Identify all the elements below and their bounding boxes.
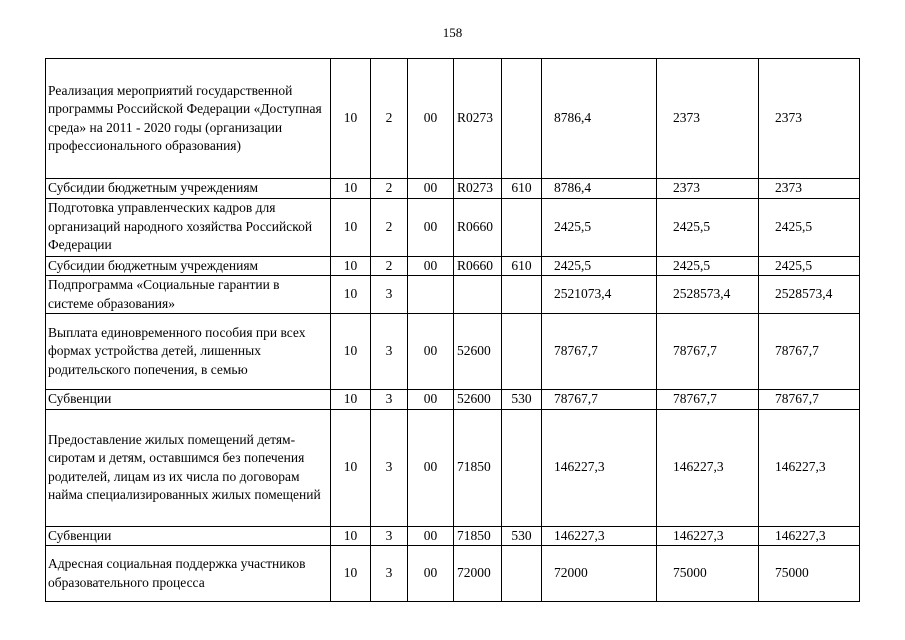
row-code-part1 [408, 276, 454, 314]
row-name: Субвенции [46, 390, 331, 410]
row-name: Выплата единовременного пособия при всех формах устройства детей, лишенных родительского попечения, в семью [46, 314, 331, 390]
row-amount-1: 146227,3 [542, 409, 657, 526]
row-section: 10 [331, 198, 371, 256]
row-amount-3: 2425,5 [759, 256, 860, 276]
row-section: 10 [331, 546, 371, 602]
row-name: Субсидии бюджетным учреждениям [46, 256, 331, 276]
row-expense-type [502, 276, 542, 314]
row-amount-2: 78767,7 [657, 390, 759, 410]
row-code-part2 [454, 276, 502, 314]
row-amount-3: 78767,7 [759, 390, 860, 410]
row-amount-3: 2528573,4 [759, 276, 860, 314]
row-name: Субсидии бюджетным учреждениям [46, 179, 331, 199]
row-code-part1: 00 [408, 179, 454, 199]
row-section: 10 [331, 314, 371, 390]
row-code-part2: 71850 [454, 409, 502, 526]
row-expense-type [502, 546, 542, 602]
table-row [46, 526, 860, 546]
row-expense-type [502, 409, 542, 526]
row-section: 10 [331, 526, 371, 546]
row-code-part2: 71850 [454, 526, 502, 546]
row-amount-3: 2373 [759, 179, 860, 199]
row-code-part2: 72000 [454, 546, 502, 602]
row-code-part2: 52600 [454, 390, 502, 410]
row-subsection: 2 [371, 198, 408, 256]
row-amount-3: 78767,7 [759, 314, 860, 390]
row-amount-3: 146227,3 [759, 409, 860, 526]
row-amount-1: 2521073,4 [542, 276, 657, 314]
row-code-part1: 00 [408, 256, 454, 276]
row-amount-3: 2373 [759, 59, 860, 179]
row-name: Предоставление жилых помещений детям-сиротам и детям, оставшимся без попечения родителей, лицам из их числа по договорам найма специализированных жилых помещений [46, 409, 331, 526]
table-row [46, 179, 860, 199]
row-amount-3: 146227,3 [759, 526, 860, 546]
row-code-part1: 00 [408, 526, 454, 546]
row-subsection: 3 [371, 409, 408, 526]
table-row [46, 198, 860, 256]
table-row [46, 546, 860, 602]
row-code-part2: R0660 [454, 198, 502, 256]
row-section: 10 [331, 59, 371, 179]
table-row [46, 59, 860, 179]
row-expense-type: 610 [502, 179, 542, 199]
row-code-part1: 00 [408, 314, 454, 390]
table-row [46, 256, 860, 276]
row-code-part1: 00 [408, 198, 454, 256]
row-subsection: 3 [371, 390, 408, 410]
row-code-part2: R0273 [454, 179, 502, 199]
row-expense-type [502, 198, 542, 256]
row-expense-type: 530 [502, 526, 542, 546]
row-code-part1: 00 [408, 409, 454, 526]
row-code-part2: R0273 [454, 59, 502, 179]
row-amount-1: 78767,7 [542, 314, 657, 390]
row-name: Реализация мероприятий государственной программы Российской Федерации «Доступная среда» на 2011 - 2020 годы (организации профессионального образования) [46, 59, 331, 179]
row-subsection: 2 [371, 179, 408, 199]
row-amount-2: 2528573,4 [657, 276, 759, 314]
row-subsection: 2 [371, 256, 408, 276]
row-expense-type: 530 [502, 390, 542, 410]
row-amount-1: 146227,3 [542, 526, 657, 546]
table-row [46, 390, 860, 410]
row-amount-2: 78767,7 [657, 314, 759, 390]
row-name: Субвенции [46, 526, 331, 546]
row-name: Адресная социальная поддержка участников образовательного процесса [46, 546, 331, 602]
page-number: 158 [442, 25, 463, 40]
row-code-part2: R0660 [454, 256, 502, 276]
row-code-part1: 00 [408, 546, 454, 602]
row-amount-1: 72000 [542, 546, 657, 602]
row-section: 10 [331, 276, 371, 314]
row-amount-2: 75000 [657, 546, 759, 602]
row-subsection: 3 [371, 276, 408, 314]
row-amount-2: 2373 [657, 59, 759, 179]
row-code-part1: 00 [408, 59, 454, 179]
row-amount-1: 2425,5 [542, 256, 657, 276]
row-code-part2: 52600 [454, 314, 502, 390]
row-subsection: 3 [371, 314, 408, 390]
table-row [46, 409, 860, 526]
row-amount-2: 146227,3 [657, 526, 759, 546]
row-expense-type [502, 59, 542, 179]
row-name: Подготовка управленческих кадров для организаций народного хозяйства Российской Федерации [46, 198, 331, 256]
row-section: 10 [331, 256, 371, 276]
row-code-part1: 00 [408, 390, 454, 410]
table-row [46, 276, 860, 314]
row-amount-1: 78767,7 [542, 390, 657, 410]
row-expense-type: 610 [502, 256, 542, 276]
budget-table [45, 58, 860, 602]
row-section: 10 [331, 390, 371, 410]
row-section: 10 [331, 179, 371, 199]
row-subsection: 2 [371, 59, 408, 179]
row-amount-1: 2425,5 [542, 198, 657, 256]
row-amount-1: 8786,4 [542, 179, 657, 199]
row-section: 10 [331, 409, 371, 526]
row-subsection: 3 [371, 526, 408, 546]
row-expense-type [502, 314, 542, 390]
row-name: Подпрограмма «Социальные гарантии в системе образования» [46, 276, 331, 314]
row-amount-1: 8786,4 [542, 59, 657, 179]
row-amount-3: 75000 [759, 546, 860, 602]
row-amount-2: 2425,5 [657, 256, 759, 276]
row-amount-2: 2373 [657, 179, 759, 199]
row-amount-3: 2425,5 [759, 198, 860, 256]
row-subsection: 3 [371, 546, 408, 602]
row-amount-2: 146227,3 [657, 409, 759, 526]
table-row [46, 314, 860, 390]
row-amount-2: 2425,5 [657, 198, 759, 256]
